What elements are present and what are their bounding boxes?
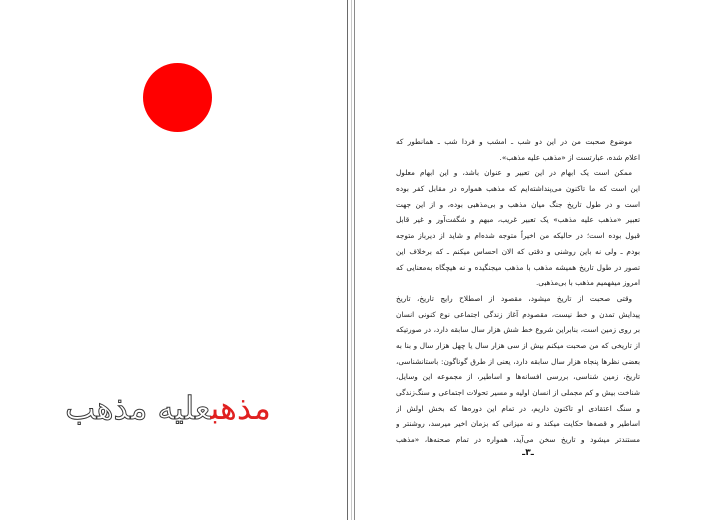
body-text — [396, 134, 640, 448]
text-line: تاریخ، زمین شناسی، بررسی افسانه‌ها و اساطیر، از مجموعه این وسایل، — [396, 372, 640, 382]
text-line: موضوع صحبت من در این دو شب ـ امشب و فردا شب ـ همانطور که — [396, 137, 632, 146]
cover-title — [38, 383, 298, 433]
page-number: ـ۳ـ — [522, 448, 534, 458]
text-line: است و در طول تاریخ جنگ میان مذهب و بی‌مذهبی بوده، و از این جهت — [396, 199, 640, 209]
text-line: بر روی زمین است، بنابراین شروع خط شش هزار سال سابقه دارد، در صورتیکه — [396, 325, 640, 335]
text-line: بودم ـ ولی نه باین روشنی و دقتی که الان احساس میکنم ـ که برخلاف این — [396, 246, 640, 256]
cover-title-red-word: مذهب — [210, 389, 271, 427]
cover-title-outline-words: علیه مذهب — [65, 389, 211, 427]
text-line: اعلام شده، عبارتست از «مذهب علیه مذهب». — [499, 152, 640, 162]
text-line: تعبیر «مذهب علیه مذهب» یک تعبیر غریب، مبهم و شگفت‌آور و غیر قابل — [396, 215, 640, 225]
left-page — [0, 0, 347, 520]
text-line: وقتی صحبت از تاریخ میشود، مقصود از اصطلاح رایج تاریخ، تاریخ — [396, 293, 632, 303]
text-line: مستندتر میشود و تاریخ سخن می‌آید، همواره در تمام صحنه‌ها، «مذهب — [396, 435, 640, 445]
text-line: تصور در طول تاریخ همیشه مذهب با مذهب میجنگیده و نه هیچگاه به‌معنایی که — [396, 262, 640, 272]
text-line: ممکن است یک ابهام در این تعبیر و عنوان باشد، و این ابهام معلول — [396, 168, 632, 178]
text-line: امروز میفهمیم مذهب با بی‌مذهبی. — [535, 278, 640, 288]
red-circle-emblem — [143, 63, 212, 132]
text-line: پیدایش تمدن و خط نیست، مقصودم آغاز زندگی اجتماعی نوع کنونی انسان — [396, 309, 640, 319]
text-line: این است که ما تاکنون می‌پنداشته‌ایم که مذهب همواره در مقابل کفر بوده — [396, 184, 640, 194]
text-line: از تاریخی که من صحبت میکنم بیش از سی هزار سال یا چهل هزار سال و بنا به — [396, 340, 640, 350]
text-line: بعضی نظرها پنجاه هزار سال سابقه دارد، یعنی از طرق گوناگون: باستانشناسی، — [396, 356, 640, 366]
text-line: و سنگ اعتقادی او تاکنون داریم، در تمام این دوره‌ها که بخش اولش از — [396, 403, 640, 413]
text-line: قبول بوده است؛ در حالیکه من اخیراً متوجه شده‌ام و شاید از دیرباز متوجه — [396, 231, 640, 241]
text-line: شناخت بیش و کم مجملی از انسان اولیه و مسیر تحولات اجتماعی و سنگ‌زندگی — [396, 388, 640, 397]
text-line: اساطیر و قصه‌ها حکایت میکند و نه میزانی که بزمان اخیر میرسد، روشنتر و — [396, 419, 640, 429]
book-spine — [347, 0, 355, 520]
